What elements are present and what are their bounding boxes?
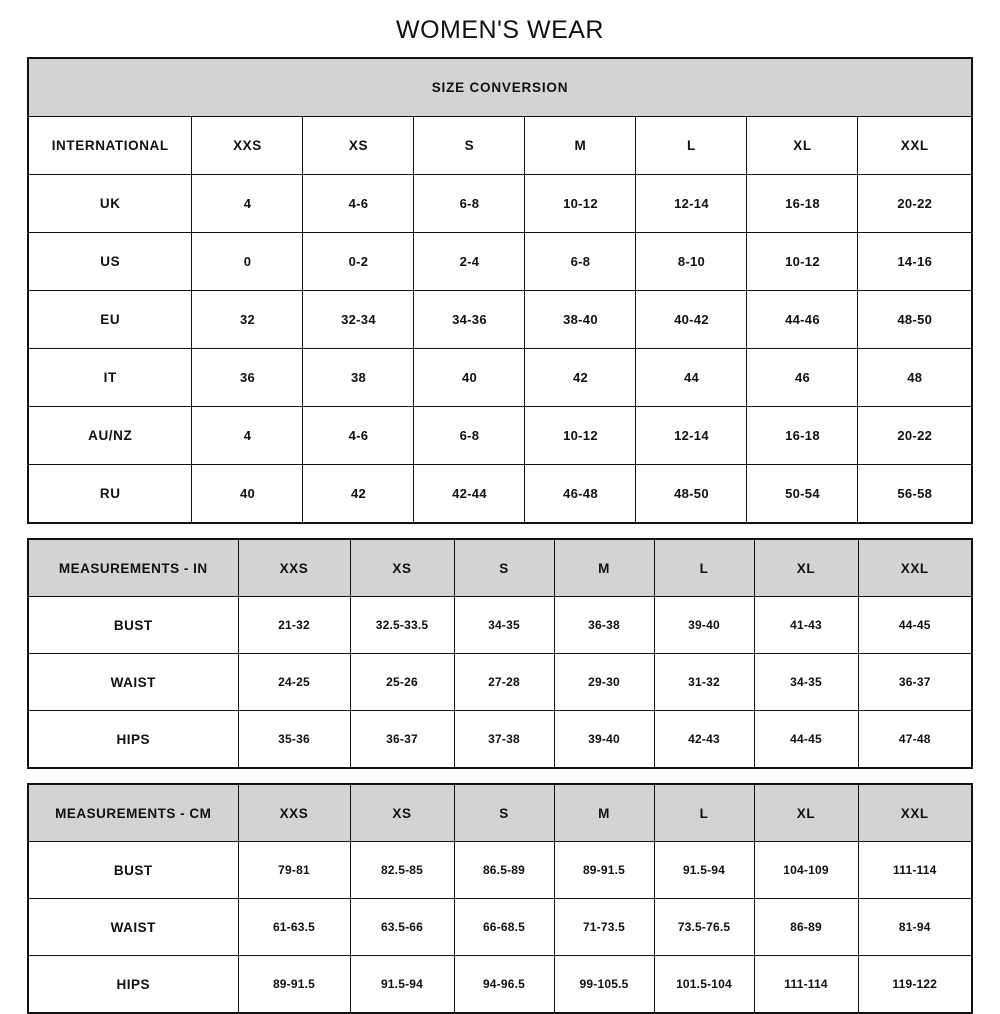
table-cell: 16-18	[747, 175, 858, 233]
table-cell: 40-42	[636, 291, 747, 349]
column-header-xs: XS	[303, 117, 414, 175]
column-header-xs: XS	[350, 784, 454, 842]
table-cell: 8-10	[636, 233, 747, 291]
table-cell: 56-58	[858, 465, 972, 524]
table-row	[28, 654, 972, 711]
column-header-m: M	[554, 539, 654, 597]
table-cell: 89-91.5	[238, 956, 350, 1014]
table-row	[28, 291, 972, 349]
table-cell: 44-45	[754, 711, 858, 769]
table-cell: 42	[303, 465, 414, 524]
table-cell: 38	[303, 349, 414, 407]
table-cell: 42-44	[414, 465, 525, 524]
table-cell: 82.5-85	[350, 842, 454, 899]
table-cell: 34-35	[454, 597, 554, 654]
table-cell: 39-40	[554, 711, 654, 769]
table-cell: 91.5-94	[350, 956, 454, 1014]
table-cell: 36-37	[350, 711, 454, 769]
table-cell: 46	[747, 349, 858, 407]
column-header-m: M	[554, 784, 654, 842]
column-header-xxl: XXL	[858, 784, 972, 842]
table-cell: 31-32	[654, 654, 754, 711]
table-cell: 37-38	[454, 711, 554, 769]
table-cell: 12-14	[636, 407, 747, 465]
column-header-measurements-in: MEASUREMENTS - IN	[28, 539, 238, 597]
row-label-hips: HIPS	[28, 956, 238, 1014]
table-cell: 89-91.5	[554, 842, 654, 899]
table-cell: 4-6	[303, 407, 414, 465]
table-cell: 91.5-94	[654, 842, 754, 899]
table-cell: 25-26	[350, 654, 454, 711]
row-label-it: IT	[28, 349, 192, 407]
column-header-xl: XL	[754, 539, 858, 597]
row-label-us: US	[28, 233, 192, 291]
table-cell: 48-50	[858, 291, 972, 349]
table-cell: 44-46	[747, 291, 858, 349]
table-cell: 4	[192, 407, 303, 465]
table-cell: 0-2	[303, 233, 414, 291]
table-cell: 46-48	[525, 465, 636, 524]
column-header-xxl: XXL	[858, 539, 972, 597]
table-cell: 81-94	[858, 899, 972, 956]
size-conversion-banner: SIZE CONVERSION	[28, 58, 972, 117]
column-header-xxs: XXS	[238, 784, 350, 842]
column-header-xxs: XXS	[238, 539, 350, 597]
table-cell: 71-73.5	[554, 899, 654, 956]
column-header-l: L	[654, 784, 754, 842]
row-label-aunz: AU/NZ	[28, 407, 192, 465]
table-cell: 34-36	[414, 291, 525, 349]
table-cell: 2-4	[414, 233, 525, 291]
table-cell: 38-40	[525, 291, 636, 349]
table-cell: 6-8	[414, 175, 525, 233]
table-cell: 36-37	[858, 654, 972, 711]
table-cell: 44	[636, 349, 747, 407]
table-cell: 119-122	[858, 956, 972, 1014]
column-header-international: INTERNATIONAL	[28, 117, 192, 175]
table-cell: 10-12	[747, 233, 858, 291]
row-label-waist: WAIST	[28, 899, 238, 956]
column-header-m: M	[525, 117, 636, 175]
table-row	[28, 349, 972, 407]
column-header-xxl: XXL	[858, 117, 972, 175]
table-cell: 32	[192, 291, 303, 349]
table-row	[28, 956, 972, 1014]
table-cell: 39-40	[654, 597, 754, 654]
table-banner-row	[28, 58, 972, 117]
table-cell: 44-45	[858, 597, 972, 654]
table-row	[28, 407, 972, 465]
page-title: WOMEN'S WEAR	[396, 16, 604, 44]
table-cell: 20-22	[858, 407, 972, 465]
size-conversion-table	[27, 57, 973, 524]
table-cell: 6-8	[525, 233, 636, 291]
row-label-ru: RU	[28, 465, 192, 524]
table-row	[28, 711, 972, 769]
table-cell: 10-12	[525, 407, 636, 465]
table-cell: 36-38	[554, 597, 654, 654]
table-cell: 14-16	[858, 233, 972, 291]
table-cell: 42	[525, 349, 636, 407]
table-row	[28, 899, 972, 956]
table-cell: 10-12	[525, 175, 636, 233]
column-header-measurements-cm: MEASUREMENTS - CM	[28, 784, 238, 842]
column-header-s: S	[454, 784, 554, 842]
column-header-xl: XL	[754, 784, 858, 842]
row-label-hips: HIPS	[28, 711, 238, 769]
table-cell: 66-68.5	[454, 899, 554, 956]
row-label-uk: UK	[28, 175, 192, 233]
table-cell: 73.5-76.5	[654, 899, 754, 956]
table-row	[28, 233, 972, 291]
column-header-s: S	[454, 539, 554, 597]
table-cell: 111-114	[754, 956, 858, 1014]
table-cell: 40	[192, 465, 303, 524]
table-cell: 4	[192, 175, 303, 233]
table-cell: 101.5-104	[654, 956, 754, 1014]
table-cell: 61-63.5	[238, 899, 350, 956]
column-header-xxs: XXS	[192, 117, 303, 175]
table-cell: 36	[192, 349, 303, 407]
table-cell: 47-48	[858, 711, 972, 769]
row-label-bust: BUST	[28, 597, 238, 654]
row-label-waist: WAIST	[28, 654, 238, 711]
table-cell: 32.5-33.5	[350, 597, 454, 654]
table-cell: 104-109	[754, 842, 858, 899]
row-label-eu: EU	[28, 291, 192, 349]
row-label-bust: BUST	[28, 842, 238, 899]
table-cell: 41-43	[754, 597, 858, 654]
table-cell: 48-50	[636, 465, 747, 524]
table-cell: 4-6	[303, 175, 414, 233]
table-cell: 63.5-66	[350, 899, 454, 956]
table-cell: 35-36	[238, 711, 350, 769]
column-header-l: L	[654, 539, 754, 597]
table-cell: 40	[414, 349, 525, 407]
table-cell: 34-35	[754, 654, 858, 711]
table-cell: 86.5-89	[454, 842, 554, 899]
table-row	[28, 465, 972, 524]
column-header-xs: XS	[350, 539, 454, 597]
table-cell: 20-22	[858, 175, 972, 233]
table-cell: 111-114	[858, 842, 972, 899]
table-cell: 94-96.5	[454, 956, 554, 1014]
table-header-row	[28, 117, 972, 175]
table-cell: 29-30	[554, 654, 654, 711]
table-cell: 99-105.5	[554, 956, 654, 1014]
table-spacer	[0, 524, 1000, 538]
table-cell: 0	[192, 233, 303, 291]
table-cell: 27-28	[454, 654, 554, 711]
table-row	[28, 597, 972, 654]
measurements-cm-table	[27, 783, 973, 1014]
table-cell: 16-18	[747, 407, 858, 465]
column-header-s: S	[414, 117, 525, 175]
table-cell: 79-81	[238, 842, 350, 899]
table-cell: 12-14	[636, 175, 747, 233]
table-cell: 32-34	[303, 291, 414, 349]
table-cell: 21-32	[238, 597, 350, 654]
table-header-row	[28, 539, 972, 597]
table-header-row	[28, 784, 972, 842]
table-cell: 42-43	[654, 711, 754, 769]
table-row	[28, 842, 972, 899]
table-cell: 6-8	[414, 407, 525, 465]
table-cell: 48	[858, 349, 972, 407]
measurements-inches-table	[27, 538, 973, 769]
table-row	[28, 175, 972, 233]
table-spacer	[0, 769, 1000, 783]
table-cell: 24-25	[238, 654, 350, 711]
column-header-l: L	[636, 117, 747, 175]
column-header-xl: XL	[747, 117, 858, 175]
table-cell: 86-89	[754, 899, 858, 956]
table-cell: 50-54	[747, 465, 858, 524]
